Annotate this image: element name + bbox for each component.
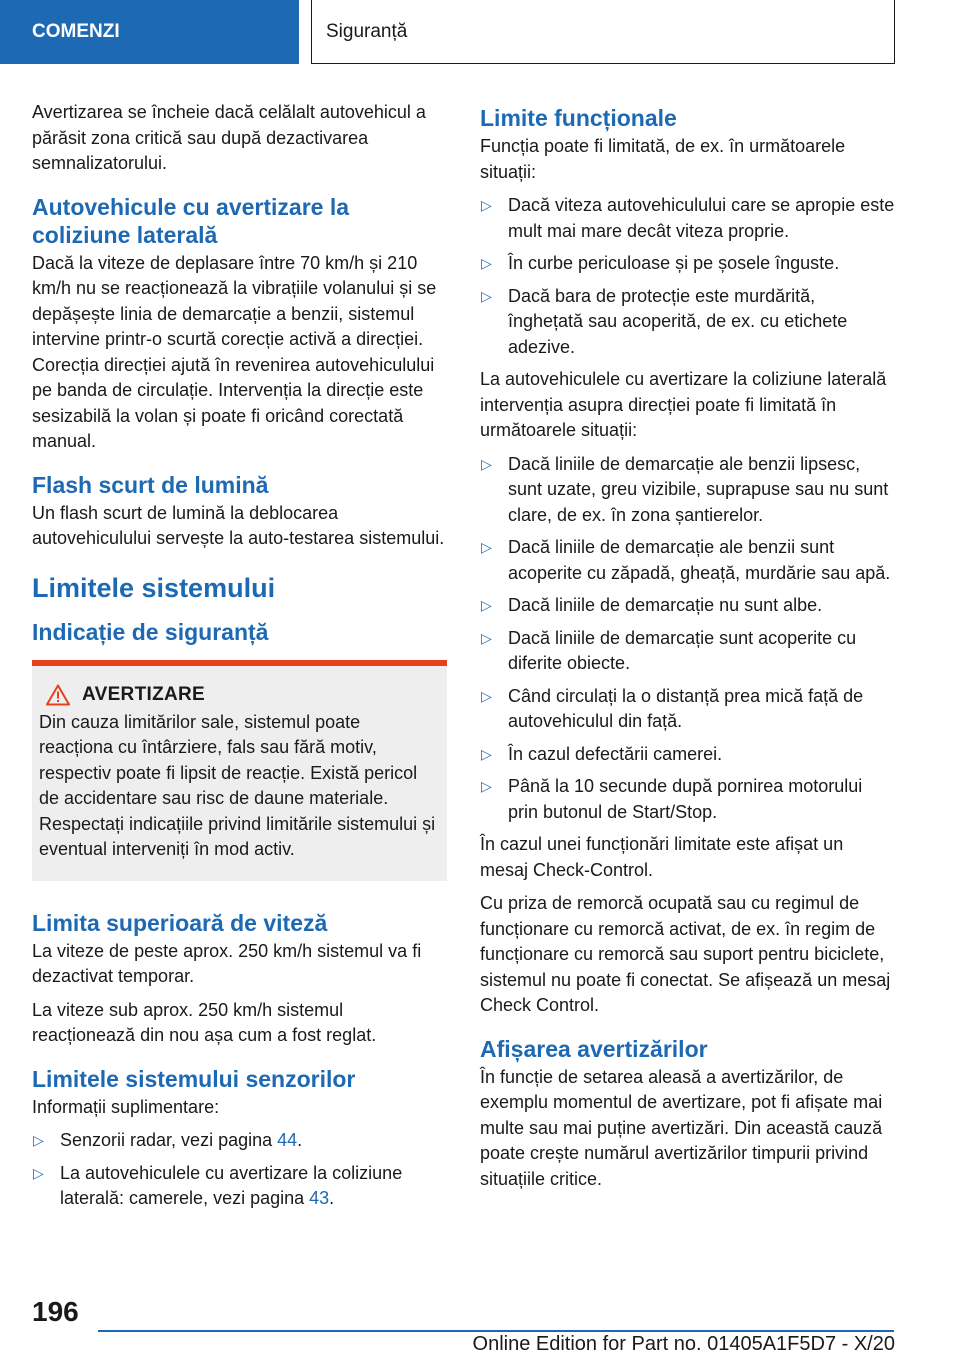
- speed-paragraph-2: La viteze sub aprox. 250 km/h sistemul reacționează din nou așa cum a fost reglat.: [32, 999, 377, 1045]
- right-column: [480, 100, 895, 1200]
- page-link[interactable]: 44: [277, 1130, 298, 1150]
- list-item-text: Dacă bara de protecție este murdărită, înghețată sau acoperită, de ex. cu etichete adezive.: [508, 285, 848, 357]
- list-item: [480, 193, 895, 244]
- triangle-bullet-icon: ▷: [481, 778, 492, 794]
- list-item: [480, 284, 895, 361]
- heading-speed-limit: Limita superioară de viteză: [32, 909, 328, 936]
- check-control-paragraph: În cazul unei funcționări limitate este afișat un mesaj Check-Control.: [480, 834, 844, 880]
- warning-box: [32, 660, 447, 881]
- warning-header: [39, 684, 437, 706]
- side-collision-paragraph: Dacă la viteze de deplasare între 70 km/h și 210 km/h nu se reacționează la vibrațiile volanului și se depășește linia de demarcație a benzii, sistemul intervine printr-o scurtă corecție activă a direcției. Corecția direcției ajută în revenirea autovehiculului pe banda de circulație. Intervenția la direcție este sesizabilă la volan și poate fi oricând corectată manual.: [32, 252, 437, 451]
- chapter-title: Siguranță: [311, 0, 895, 64]
- warning-text: Din cauza limitărilor sale, sistemul poate reacționa cu întârziere, fals sau fără motiv, respectiv poate fi lipsit de reacție. Există pericol de accidentare sau risc de daune materiale. Respectați indicațiile privind limitările sistemului și eventual interveniți în mod activ.: [39, 711, 436, 859]
- trailer-paragraph: Cu priza de remorcă ocupată sau cu regimul de funcționare cu remorcă activat, de ex. în regim de funcționare cu remorcă sau suport pentru biciclete, sistemul nu poate fi conectat. Se afișează un mesaj Check Control.: [480, 893, 891, 1015]
- intro-paragraph: Avertizarea se încheie dacă celălalt autovehicul a părăsit zona critică sau după dezactivarea semnalizatorului.: [32, 102, 426, 173]
- triangle-bullet-icon: ▷: [33, 1164, 44, 1181]
- section-tab[interactable]: COMENZI: [0, 0, 299, 64]
- list-item: [480, 535, 895, 586]
- sensor-list: [32, 1128, 447, 1212]
- triangle-bullet-icon: ▷: [481, 197, 492, 213]
- list-item-text: În curbe periculoase și pe șosele înguste.: [508, 253, 840, 273]
- triangle-bullet-icon: ▷: [481, 287, 492, 304]
- triangle-bullet-icon: ▷: [481, 597, 492, 613]
- heading-safety-note: Indicație de siguranță: [32, 618, 269, 645]
- flash-paragraph: Un flash scurt de lumină la deblocarea autovehiculului servește la auto-testarea sistemului.: [32, 502, 445, 548]
- functional-list: [480, 193, 895, 360]
- heading-sensor-limits: Limitele sistemului senzorilor: [32, 1065, 356, 1092]
- list-item-text: Dacă viteza autovehiculului care se apropie este mult mai mare decât viteza proprie.: [508, 195, 895, 241]
- warning-triangle-icon: [46, 684, 70, 706]
- list-item: [32, 1161, 447, 1212]
- list-item: [32, 1128, 447, 1154]
- list-item: [480, 452, 895, 529]
- warning-title: AVERTIZARE: [82, 683, 205, 705]
- list-item-text: Dacă liniile de demarcație nu sunt albe.: [508, 595, 823, 615]
- side-list: [480, 452, 895, 826]
- page-link[interactable]: 43: [309, 1188, 330, 1208]
- footer-edition: Online Edition for Part no. 01405A1F5D7 - X/20: [472, 1333, 895, 1355]
- list-item-text: Dacă liniile de demarcație ale benzii lipsesc, sunt uzate, greu vizibile, suprapuse sau nu sunt clare, de ex. în zona șantierelor.: [508, 453, 889, 525]
- speed-paragraph-1: La viteze de peste aprox. 250 km/h sistemul va fi dezactivat temporar.: [32, 940, 422, 986]
- list-item: [480, 774, 895, 825]
- left-column: [32, 100, 447, 1219]
- list-item-text: În cazul defectării camerei.: [508, 743, 723, 764]
- list-item-text: Când circulați la o distanță prea mică față de autovehiculul din față.: [508, 685, 864, 731]
- heading-flash: Flash scurt de lumină: [32, 471, 269, 498]
- functional-paragraph: Funcția poate fi limitată, de ex. în următoarele situații:: [480, 136, 846, 182]
- list-item: [480, 593, 895, 619]
- list-item-end: .: [297, 1130, 303, 1150]
- heading-warning-display: Afișarea avertizărilor: [480, 1035, 708, 1062]
- list-item-text: Senzorii radar, vezi pagina: [60, 1130, 278, 1150]
- triangle-bullet-icon: ▷: [481, 455, 492, 472]
- display-paragraph: În funcție de setarea aleasă a avertizărilor, de exemplu momentul de avertizare, pot fi afișate mai multe sau mai puține avertizări. Din această cauză poate crește numărul avertizărilor timpurii privind situațiile critice.: [480, 1066, 883, 1189]
- list-item: [480, 742, 895, 768]
- list-item: [480, 684, 895, 735]
- triangle-bullet-icon: ▷: [481, 745, 492, 762]
- triangle-bullet-icon: ▷: [481, 539, 492, 555]
- list-item-text: Dacă liniile de demarcație ale benzii sunt acoperite cu zăpadă, gheață, murdărie sau apă.: [508, 537, 891, 583]
- triangle-bullet-icon: ▷: [481, 687, 492, 704]
- side-paragraph: La autovehiculele cu avertizare la coliziune laterală intervenția asupra direcției poate fi limitată în următoarele situații:: [480, 369, 887, 440]
- triangle-bullet-icon: ▷: [481, 255, 492, 271]
- triangle-bullet-icon: ▷: [33, 1132, 44, 1148]
- list-item-text: Dacă liniile de demarcație sunt acoperite cu diferite obiecte.: [508, 627, 857, 673]
- list-item-text: Până la 10 secunde după pornirea motorului prin butonul de Start/Stop.: [508, 776, 863, 822]
- page-number: 196: [32, 1296, 79, 1327]
- heading-functional-limits: Limite funcționale: [480, 105, 677, 131]
- list-item-text: La autovehiculele cu avertizare la coliziune laterală: camerele, vezi pagina: [60, 1162, 403, 1208]
- sensor-paragraph: Informații suplimentare:: [32, 1096, 220, 1117]
- heading-system-limits: Limitele sistemului: [32, 572, 276, 603]
- list-item: [480, 251, 895, 277]
- list-item-end: .: [329, 1188, 335, 1208]
- heading-side-collision: Autovehicule cu avertizare la coliziune laterală: [32, 193, 350, 248]
- list-item: [480, 626, 895, 677]
- triangle-bullet-icon: ▷: [481, 629, 492, 646]
